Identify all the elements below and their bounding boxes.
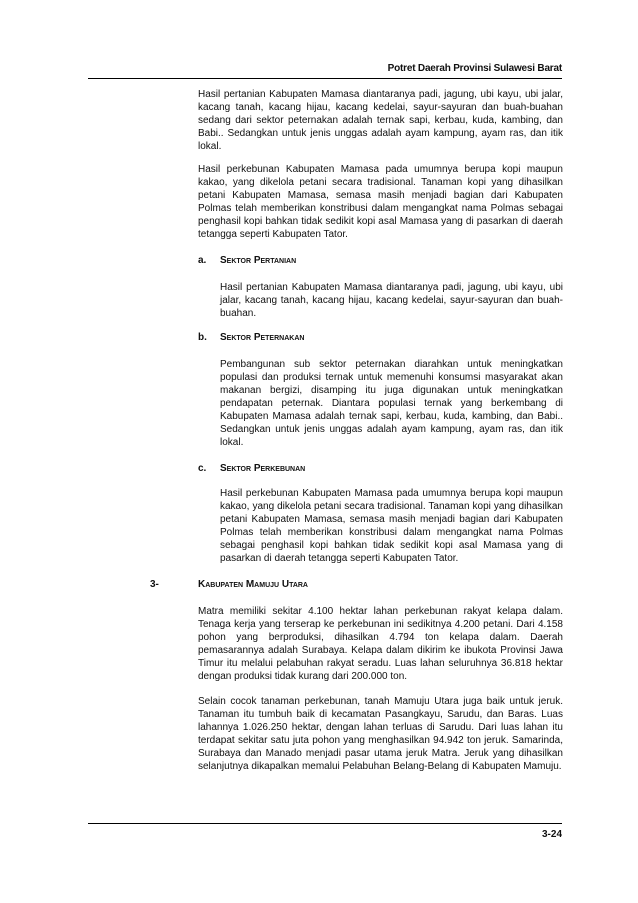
section-b-letter: b. [198, 332, 207, 343]
section-c-text: Hasil perkebunan Kabupaten Mamasa pada umumnya berupa kopi maupun kakao, yang dikelola petani secara tradisional. Tanaman kopi yang dihasilkan petani Kabupaten Mamasa, semasa masih menjadi bagian dari Kabupaten Polmas telah memberikan konstribusi dalam mengangkat nama Polmas sebagai penghasil kopi bahkan tidak sedikit kopi asal Mamasa yang di pasarkan di daerah tetangga seperti Kabupaten Tator. [220, 488, 563, 564]
section-b-text: Pembangunan sub sektor peternakan diarahkan untuk meningkatkan populasi dan produksi ternak untuk memenuhi konsumsi masyarakat akan makanan bergizi, disamping itu juga digunakan untuk meningkatkan pendapatan peternak. Diantara populasi ternak yang berkembang di Kabupaten Mamasa adalah ternak sapi, kerbau, kuda, kambing, dan Babi.. Sedangkan untuk jenis unggas adalah ayam kampung, ayam ras, dan itik lokal. [220, 359, 563, 448]
header-divider [88, 78, 562, 79]
section-c-heading [0, 463, 638, 477]
section-c-title: Sektor Perkebunan [220, 463, 306, 474]
main-section-title: Kabupaten Mamuju Utara [198, 579, 308, 590]
section-c-letter: c. [198, 463, 207, 474]
section-a-title: Sektor Pertanian [220, 255, 297, 266]
page-number: 3-24 [541, 829, 562, 840]
section-a-letter: a. [198, 255, 207, 266]
section-b-heading [0, 332, 638, 346]
section-a-heading [0, 255, 638, 269]
section-a-text: Hasil pertanian Kabupaten Mamasa diantaranya padi, jagung, ubi kayu, ubi jalar, kacang tanah, kacang hijau, kacang kedelai, sayur-sayuran dan buah-buahan. [220, 282, 563, 319]
intro-paragraph-1: Hasil pertanian Kabupaten Mamasa diantaranya padi, jagung, ubi kayu, ubi jalar, kacang tanah, kacang hijau, kacang kedelai, sayur-sayuran dan buah-buahan sedang dari sektor peternakan adalah ternak sapi, kerbau, kuda, kambing, dan Babi.. Sedangkan untuk jenis unggas adalah ayam kampung, ayam ras, dan itik lokal. [198, 89, 563, 152]
footer-divider [88, 823, 562, 824]
main-section-paragraph-2: Selain cocok tanaman perkebunan, tanah Mamuju Utara juga baik untuk jeruk. Tanaman itu tumbuh baik di kecamatan Pasangkayu, Sarudu, dan Baras. Luas lahannya 1.026.250 hektar, dengan lahan terluas di Sarudu. Dari luas lahan itu terdapat sekitar satu juta pohon yang menghasilkan 94.942 ton jeruk. Samarinda, Surabaya dan Manado menjadi pasar utama jeruk Matra. Jeruk yang dihasilkan selanjutnya dikapalkan memalui Pelabuhan Belang-Belang di Kabupaten Mamuju. [198, 696, 563, 772]
main-section-number: 3- [150, 579, 159, 590]
page-header-title: Potret Daerah Provinsi Sulawesi Barat [387, 63, 562, 74]
intro-paragraph-2: Hasil perkebunan Kabupaten Mamasa pada umumnya berupa kopi maupun kakao, yang dikelola petani secara tradisional. Tanaman kopi yang dihasilkan petani Kabupaten Mamasa, semasa masih menjadi bagian dari Kabupaten Polmas telah memberikan konstribusi dalam mengangkat nama Polmas sebagai penghasil kopi bahkan tidak sedikit kopi asal Mamasa yang di pasarkan di daerah tetangga seperti Kabupaten Tator. [198, 164, 563, 240]
main-section-heading [0, 579, 638, 593]
section-b-title: Sektor Peternakan [220, 332, 305, 343]
page-content [0, 88, 638, 773]
main-section-paragraph-1: Matra memiliki sekitar 4.100 hektar lahan perkebunan rakyat kelapa dalam. Tenaga kerja yang terserap ke perkebunan ini sedikitnya 4.200 petani. Dari 4.158 pohon yang berproduksi, dihasilkan 4.794 ton kelapa dalam. Daerah pemasarannya adalah Surabaya. Kelapa dalam dikirim ke ibukota Provinsi Jawa Timur itu melalui pelabuhan rakyat seradu. Luas lahan seluruhnya 36.818 hektar dengan produksi tidak kurang dari 200.000 ton. [198, 606, 563, 682]
